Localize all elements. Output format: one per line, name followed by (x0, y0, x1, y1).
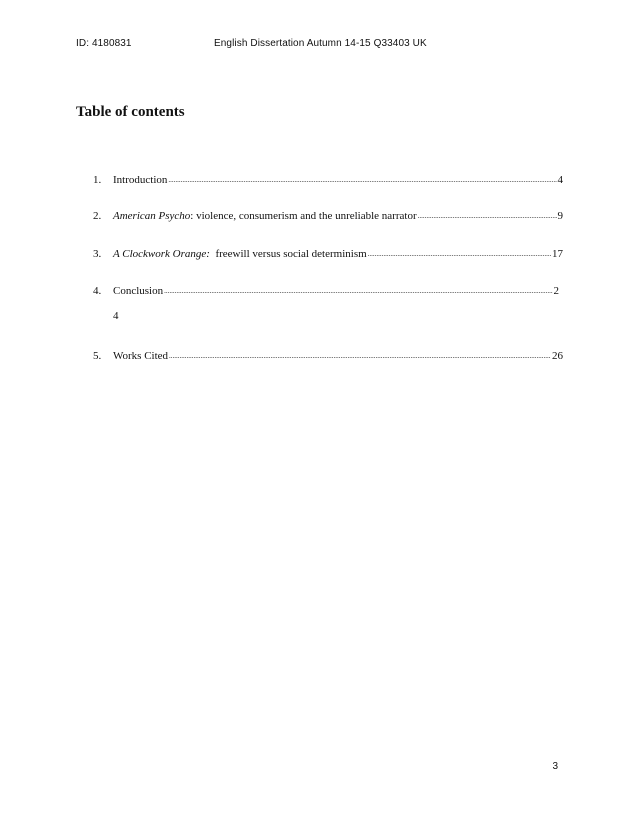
dot-leader (164, 284, 552, 298)
toc-entry-page: 2 (553, 285, 559, 297)
toc-entry-title-plain: : violence, consumerism and the unreliable narrator (190, 210, 417, 222)
dot-leader (168, 173, 556, 187)
toc-entry-clockwork-orange (93, 247, 563, 262)
toc-entry-title-italic: American Psycho (113, 210, 191, 222)
dot-leader (169, 349, 551, 363)
toc-entry-title: Introduction (113, 174, 168, 186)
toc-entry-page: 26 (552, 350, 563, 362)
toc-entry-title-italic: A Clockwork Orange: (113, 248, 210, 260)
toc-entry-number: 3. (93, 248, 102, 260)
toc-entry-number: 2. (93, 210, 102, 222)
toc-heading: Table of contents (76, 104, 185, 120)
toc-entry-american-psycho (93, 209, 563, 224)
toc-entry-works-cited (93, 349, 563, 364)
toc-entry-number: 4. (93, 285, 102, 297)
header-student-id: ID: 4180831 (76, 38, 132, 49)
page-number: 3 (552, 761, 558, 772)
dot-leader (418, 209, 557, 223)
toc-entry-title: Works Cited (113, 350, 169, 362)
toc-entry-title-plain: freewill versus social determinism (209, 248, 367, 260)
toc-entry-introduction (93, 173, 563, 188)
header-course-title: English Dissertation Autumn 14-15 Q33403 UK (214, 38, 427, 49)
toc-entry-number: 1. (93, 174, 102, 186)
toc-entry-conclusion (93, 284, 559, 299)
toc-entry-page: 4 (557, 174, 563, 186)
toc-entry-title (113, 209, 417, 223)
toc-entry-page: 17 (552, 248, 563, 260)
toc-entry-page-continued: 4 (113, 310, 119, 322)
dot-leader (368, 247, 551, 261)
toc-entry-number: 5. (93, 350, 102, 362)
toc-entry-page: 9 (557, 210, 563, 222)
toc-entry-title (113, 247, 367, 261)
toc-entry-title: Conclusion (113, 285, 164, 297)
